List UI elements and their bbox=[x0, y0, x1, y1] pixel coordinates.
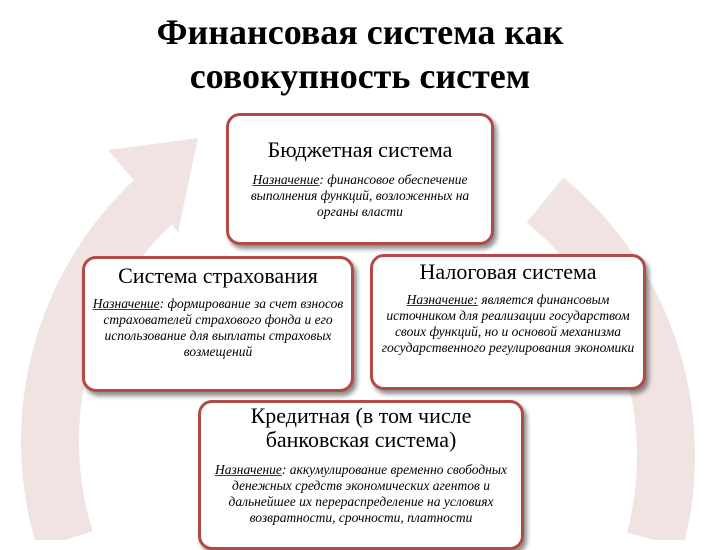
page-title bbox=[0, 10, 720, 98]
title-line-2: совокупность систем bbox=[189, 56, 531, 96]
credit-system-title: Кредитная (в том числе банковская система) bbox=[250, 403, 472, 452]
tax-system-box bbox=[370, 254, 646, 390]
insurance-system-title: Система страхования bbox=[118, 263, 318, 288]
purpose-label: Назначение bbox=[92, 296, 160, 311]
budget-system-title: Бюджетная система bbox=[267, 137, 453, 162]
insurance-system-description bbox=[85, 296, 351, 360]
purpose-text: : формирование за счет взносов страхователей страхового фонда и его использование для выплаты страховых возмещений bbox=[103, 296, 344, 359]
purpose-label: Назначение bbox=[214, 462, 282, 477]
purpose-label: Назначение bbox=[252, 172, 320, 187]
purpose-text: является финансовым источником для реализации государством своих функций, но и основой механизма государственного регулирования экономики bbox=[381, 292, 635, 355]
insurance-system-box bbox=[82, 256, 354, 392]
tax-system-title: Налоговая система bbox=[419, 259, 597, 284]
credit-system-box bbox=[198, 400, 524, 550]
purpose-text: : финансовое обеспечение выполнения функций, возложенных на органы власти bbox=[250, 172, 470, 219]
tax-system-description bbox=[373, 292, 643, 356]
budget-system-description bbox=[229, 172, 491, 220]
budget-system-box bbox=[226, 113, 494, 245]
credit-system-description bbox=[201, 462, 521, 526]
title-line-1: Финансовая система как bbox=[156, 12, 564, 52]
purpose-label: Назначение: bbox=[406, 292, 478, 307]
purpose-text: : аккумулирование временно свободных денежных средств экономических агентов и дальнейшее их перераспределение на условиях возвратности, срочности, платности bbox=[228, 462, 508, 525]
